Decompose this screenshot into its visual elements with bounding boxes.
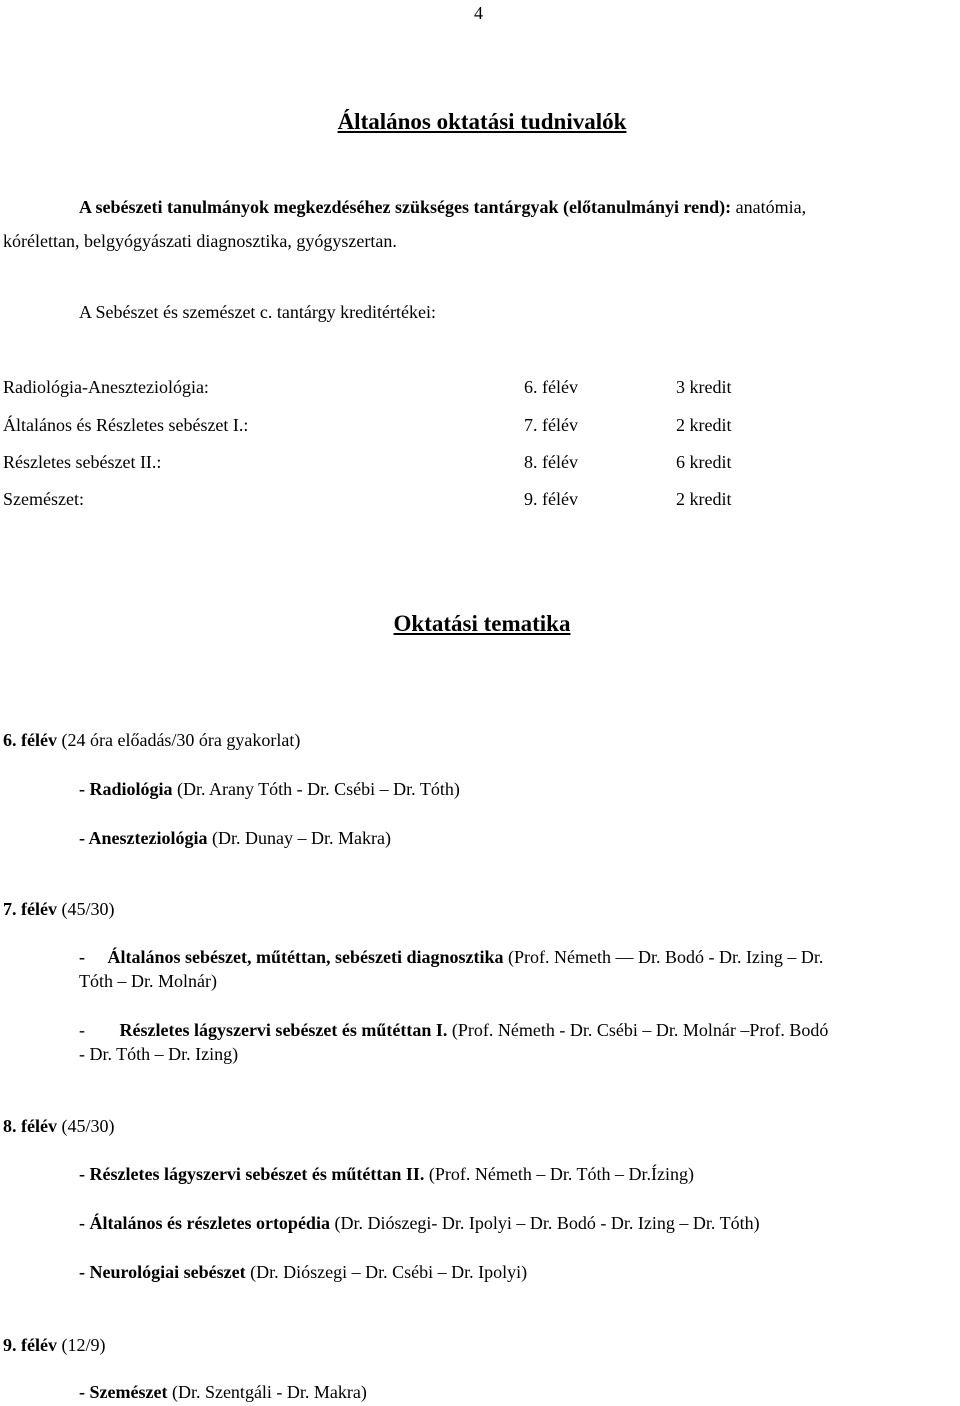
page-number: 4 xyxy=(474,3,483,23)
credit-semester: 9. félév xyxy=(524,489,578,509)
credit-value: 2 kredit xyxy=(676,415,732,435)
course-name: - Szemészet xyxy=(79,1382,168,1402)
course-item xyxy=(79,1019,828,1041)
prereq-line-2: kórélettan, belgyógyászati diagnosztika, gyógyszertan. xyxy=(3,231,397,251)
credit-subject: Szemészet: xyxy=(3,489,84,509)
credit-subject: Radiológia-Aneszteziológia: xyxy=(3,377,209,397)
semester-6-heading xyxy=(3,729,300,751)
semester-label: 8. félév xyxy=(3,1116,57,1136)
course-name: - Aneszteziológia xyxy=(79,828,208,848)
course-teachers: (Dr. Szentgáli - Dr. Makra) xyxy=(171,1382,367,1402)
credit-semester: 7. félév xyxy=(524,415,578,435)
semester-label: 7. félév xyxy=(3,899,57,919)
credit-value: 3 kredit xyxy=(676,377,732,397)
credits-heading: A Sebészet és szemészet c. tantárgy kreditértékei: xyxy=(79,302,437,322)
credit-value: 6 kredit xyxy=(676,452,732,472)
credit-subject: Általános és Részletes sebészet I.: xyxy=(3,415,249,435)
course-teachers: (Dr. Dunay – Dr. Makra) xyxy=(211,828,391,848)
semester-8-heading xyxy=(3,1115,114,1137)
page-title: Általános oktatási tudnivalók xyxy=(337,109,627,134)
credit-semester: 6. félév xyxy=(524,377,578,397)
credit-value: 2 kredit xyxy=(676,489,732,509)
course-item xyxy=(79,778,460,800)
course-dash: - xyxy=(79,1020,85,1040)
credit-subject: Részletes sebészet II.: xyxy=(3,452,162,472)
semester-7-heading xyxy=(3,898,114,920)
semester-detail: (45/30) xyxy=(61,899,115,919)
course-item xyxy=(79,946,823,968)
course-item xyxy=(79,1261,527,1283)
credit-semester: 8. félév xyxy=(524,452,578,472)
semester-detail: (24 óra előadás/30 óra gyakorlat) xyxy=(61,730,301,750)
section-title: Oktatási tematika xyxy=(393,611,571,636)
prereq-line1-rest: anatómia, xyxy=(735,197,807,217)
semester-label: 6. félév xyxy=(3,730,57,750)
course-item xyxy=(79,1381,367,1403)
course-name: - Általános és részletes ortopédia xyxy=(79,1213,330,1233)
course-name: Részletes lágyszervi sebészet és műtéttan I. xyxy=(119,1020,448,1040)
prereq-line-1 xyxy=(79,196,806,218)
course-dash: - xyxy=(79,947,85,967)
course-teachers-cont: - Dr. Tóth – Dr. Izing) xyxy=(79,1044,239,1064)
course-name: - Radiológia xyxy=(79,779,173,799)
course-item xyxy=(79,1163,694,1185)
semester-9-heading xyxy=(3,1334,105,1356)
course-teachers: (Prof. Németh – Dr. Tóth – Dr.Ízing) xyxy=(428,1164,695,1184)
course-teachers: (Dr. Arany Tóth - Dr. Csébi – Dr. Tóth) xyxy=(177,779,460,799)
course-teachers: (Prof. Németh - Dr. Csébi – Dr. Molnár –Prof. Bodó xyxy=(451,1020,829,1040)
course-teachers: (Dr. Diószegi – Dr. Csébi – Dr. Ipolyi) xyxy=(250,1262,528,1282)
course-teachers: (Dr. Diószegi- Dr. Ipolyi – Dr. Bodó - Dr. Izing – Dr. Tóth) xyxy=(334,1213,760,1233)
semester-detail: (12/9) xyxy=(61,1335,106,1355)
prereq-label: A sebészeti tanulmányok megkezdéséhez szükséges tantárgyak (előtanulmányi rend): xyxy=(79,197,732,217)
course-item xyxy=(79,1212,760,1234)
course-teachers: (Prof. Németh –– Dr. Bodó - Dr. Izing – Dr. xyxy=(507,947,824,967)
course-teachers-cont: Tóth – Dr. Molnár) xyxy=(79,971,217,991)
semester-detail: (45/30) xyxy=(61,1116,115,1136)
course-item xyxy=(79,827,391,849)
course-name: Általános sebészet, műtéttan, sebészeti diagnosztika xyxy=(107,947,504,967)
course-name: - Neurológiai sebészet xyxy=(79,1262,246,1282)
course-name: - Részletes lágyszervi sebészet és műtéttan II. xyxy=(79,1164,425,1184)
semester-label: 9. félév xyxy=(3,1335,57,1355)
